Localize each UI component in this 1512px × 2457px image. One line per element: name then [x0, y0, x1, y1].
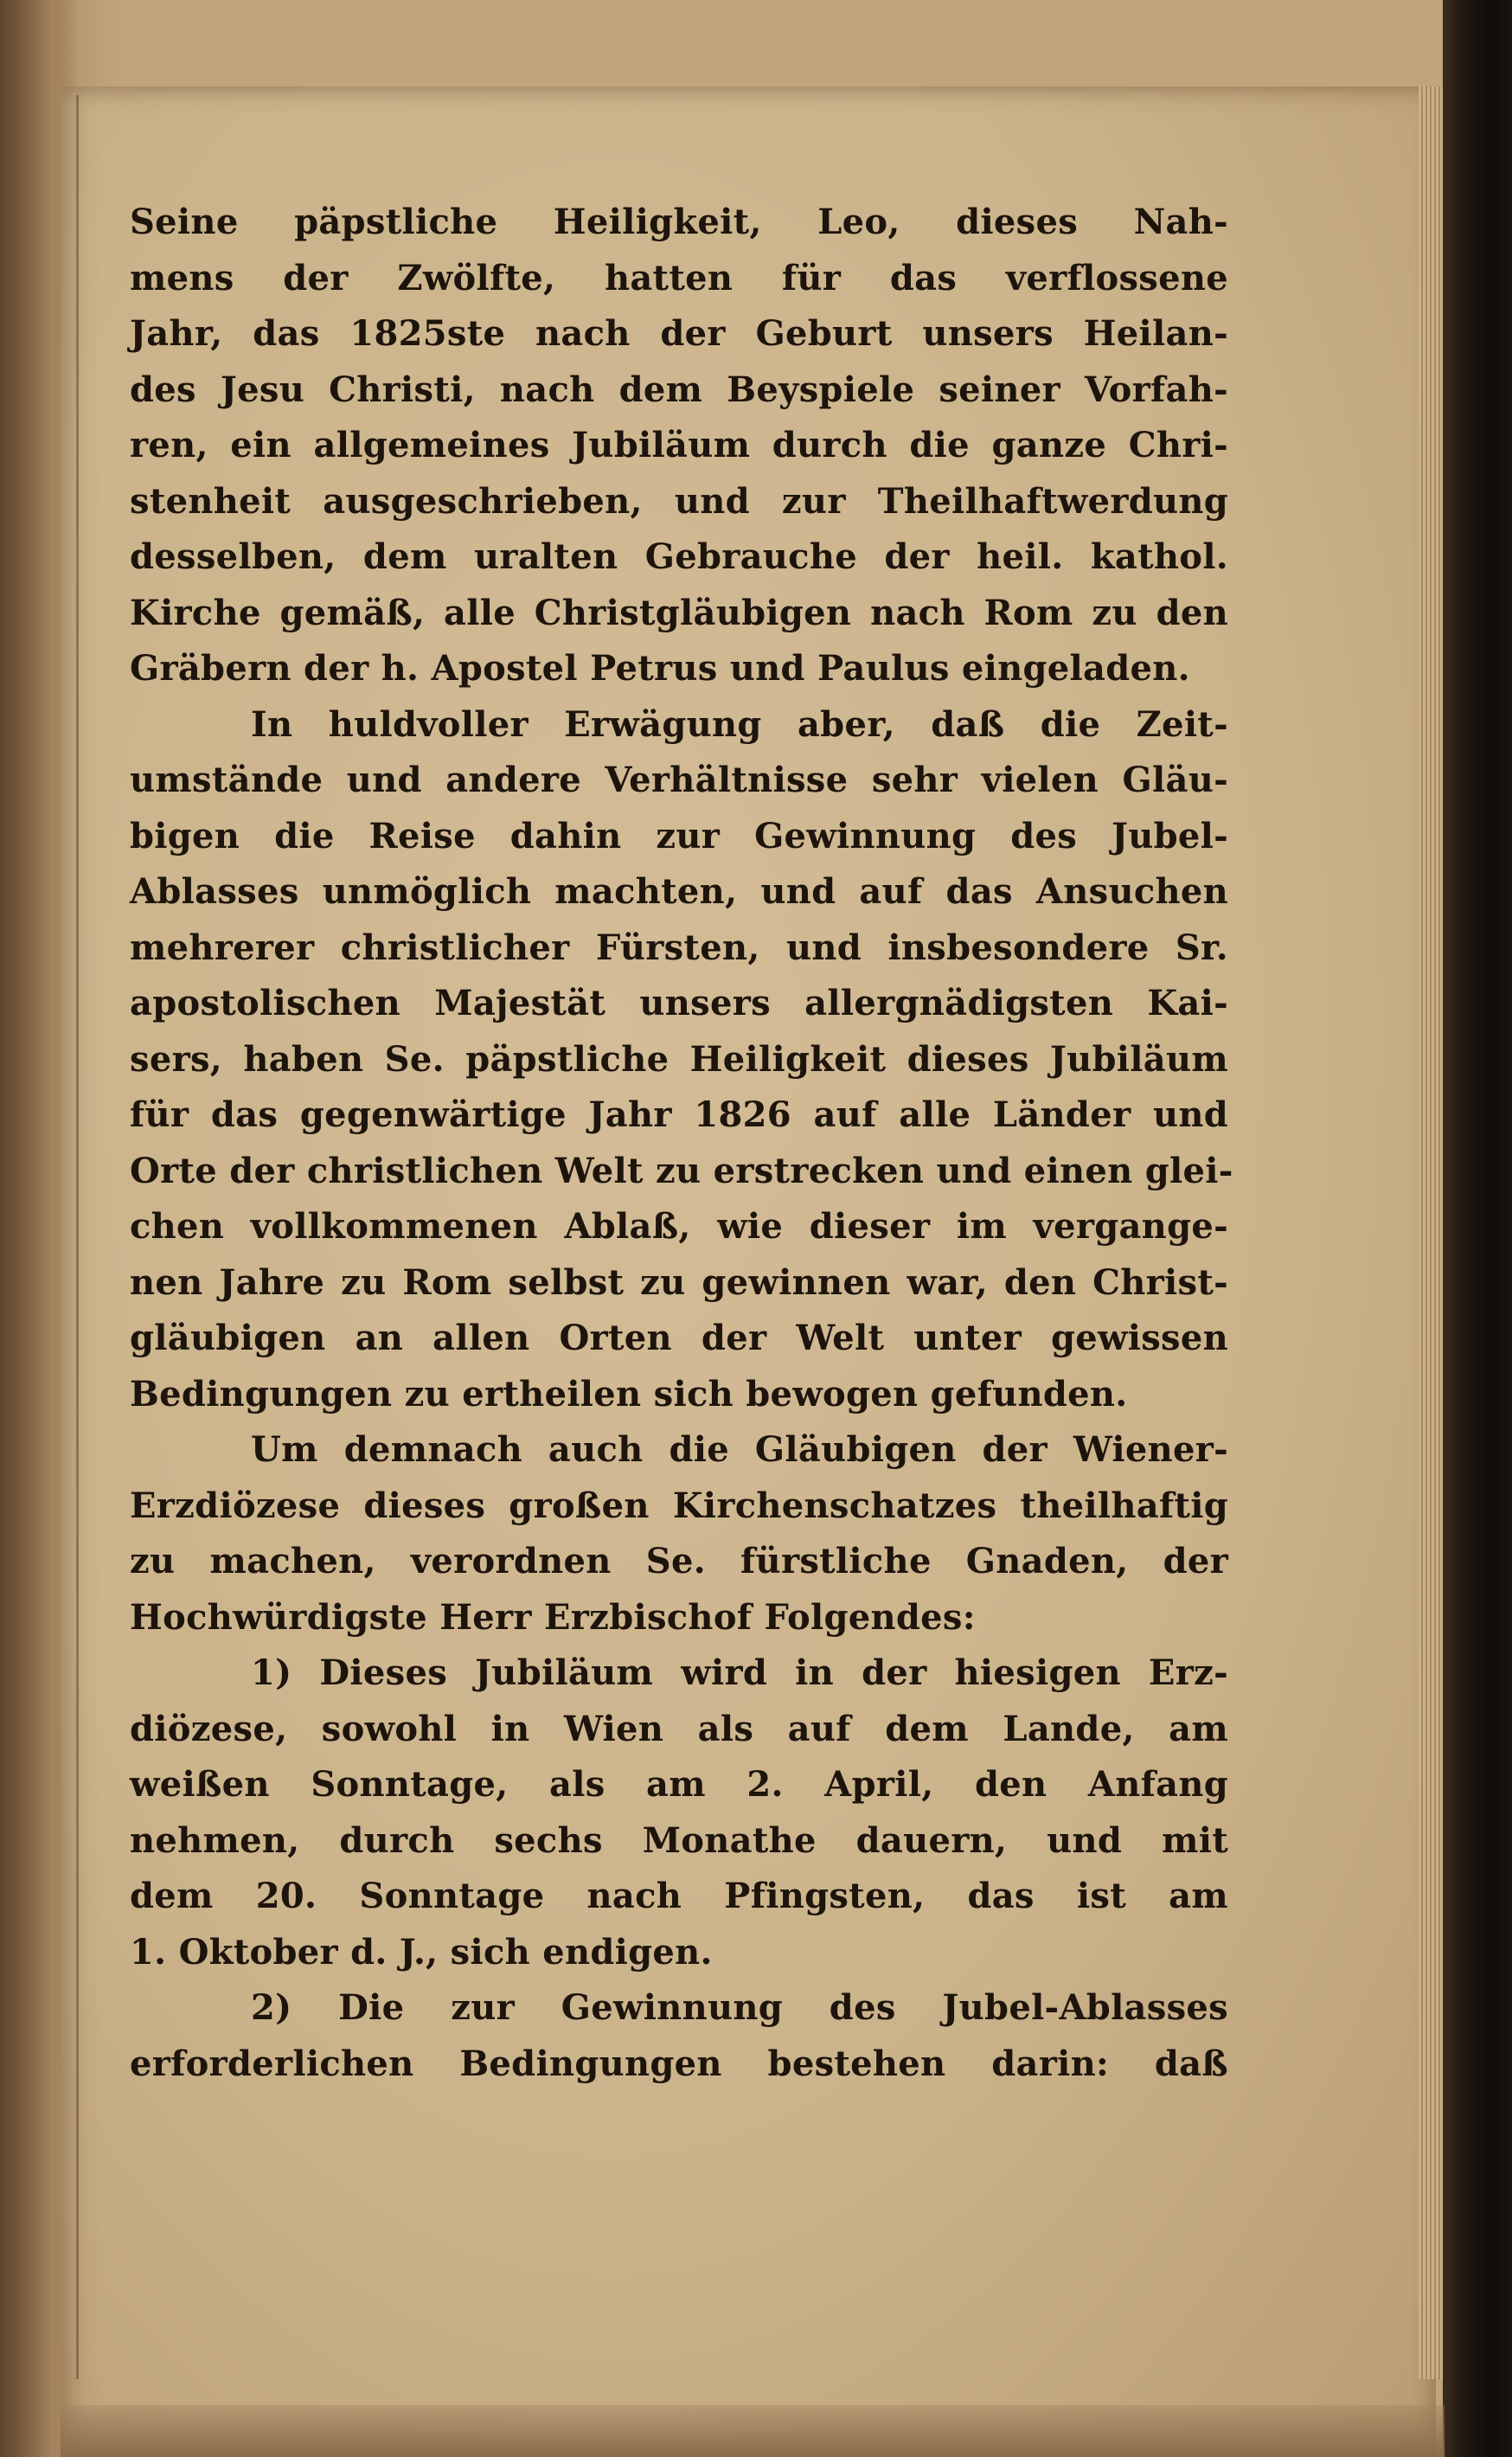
text-line: dem 20. Sonntage nach Pfingsten, das ist am: [130, 1876, 1228, 1916]
text-line: umstände und andere Verhältnisse sehr vielen Gläu-: [130, 760, 1228, 800]
text-line: Erzdiözese dieses großen Kirchenschatzes theilhaftig: [130, 1485, 1228, 1526]
text-line: ren, ein allgemeines Jubiläum durch die ganze Chri-: [130, 425, 1228, 465]
text-line: mens der Zwölfte, hatten für das verflossene: [130, 257, 1228, 298]
text-line: Hochwürdigste Herr Erzbischof Folgendes:: [130, 1596, 976, 1638]
text-line: Orte der christlichen Welt zu erstrecken und einen glei-: [130, 1150, 1233, 1191]
book-binding: [1443, 0, 1512, 2457]
text-line: Gräbern der h. Apostel Petrus und Paulus eingeladen.: [130, 648, 1190, 689]
text-line: stenheit ausgeschrieben, und zur Theilhaftwerdung: [130, 480, 1228, 522]
body-text: [130, 195, 1233, 2092]
text-line: weißen Sonntage, als am 2. April, den Anfang: [130, 1764, 1228, 1805]
text-line: des Jesu Christi, nach dem Beyspiele seiner Vorfah-: [130, 369, 1228, 410]
text-line: mehrerer christlicher Fürsten, und insbesondere Sr.: [130, 927, 1228, 968]
bottom-page-edge: [61, 2405, 1445, 2457]
text-line: nehmen, durch sechs Monathe dauern, und mit: [130, 1819, 1228, 1861]
text-line: sers, haben Se. päpstliche Heiligkeit dieses Jubiläum: [130, 1038, 1228, 1080]
text-line: Ablasses unmöglich machten, und auf das Ansuchen: [130, 871, 1228, 912]
text-line: chen vollkommenen Ablaß, wie dieser im vergange-: [130, 1206, 1228, 1247]
text-line: apostolischen Majestät unsers allergnädigsten Kai-: [130, 983, 1228, 1023]
text-line: desselben, dem uralten Gebrauche der heil. kathol.: [130, 536, 1228, 577]
text-line: zu machen, verordnen Se. fürstliche Gnaden, der: [130, 1541, 1228, 1581]
text-line: erforderlichen Bedingungen bestehen darin: daß: [130, 2043, 1228, 2084]
text-line: für das gegenwärtige Jahr 1826 auf alle Länder und: [130, 1094, 1228, 1135]
page-fold: [76, 95, 79, 2379]
text-line: diözese, sowohl in Wien als auf dem Lande, am: [130, 1708, 1228, 1749]
text-line: 1. Oktober d. J., sich endigen.: [130, 1931, 713, 1973]
text-line: bigen die Reise dahin zur Gewinnung des Jubel-: [130, 815, 1228, 856]
text-line: Um demnach auch die Gläubigen der Wiener-: [251, 1429, 1228, 1470]
text-line: nen Jahre zu Rom selbst zu gewinnen war, den Christ-: [130, 1261, 1228, 1303]
text-line: gläubigen an allen Orten der Welt unter gewissen: [130, 1318, 1228, 1358]
text-line: Bedingungen zu ertheilen sich bewogen gefunden.: [130, 1373, 1128, 1415]
text-line: Kirche gemäß, alle Christgläubigen nach Rom zu den: [130, 592, 1228, 633]
page-stack-edge: [1419, 87, 1445, 2379]
text-line: 1) Dieses Jubiläum wird in der hiesigen Erz-: [251, 1652, 1228, 1693]
text-line: Seine päpstliche Heiligkeit, Leo, dieses Nah-: [130, 202, 1228, 242]
text-line: Jahr, das 1825ste nach der Geburt unsers Heilan-: [130, 313, 1228, 354]
text-line: In huldvoller Erwägung aber, daß die Zeit-: [251, 703, 1228, 745]
text-line: 2) Die zur Gewinnung des Jubel-Ablasses: [251, 1987, 1228, 2028]
